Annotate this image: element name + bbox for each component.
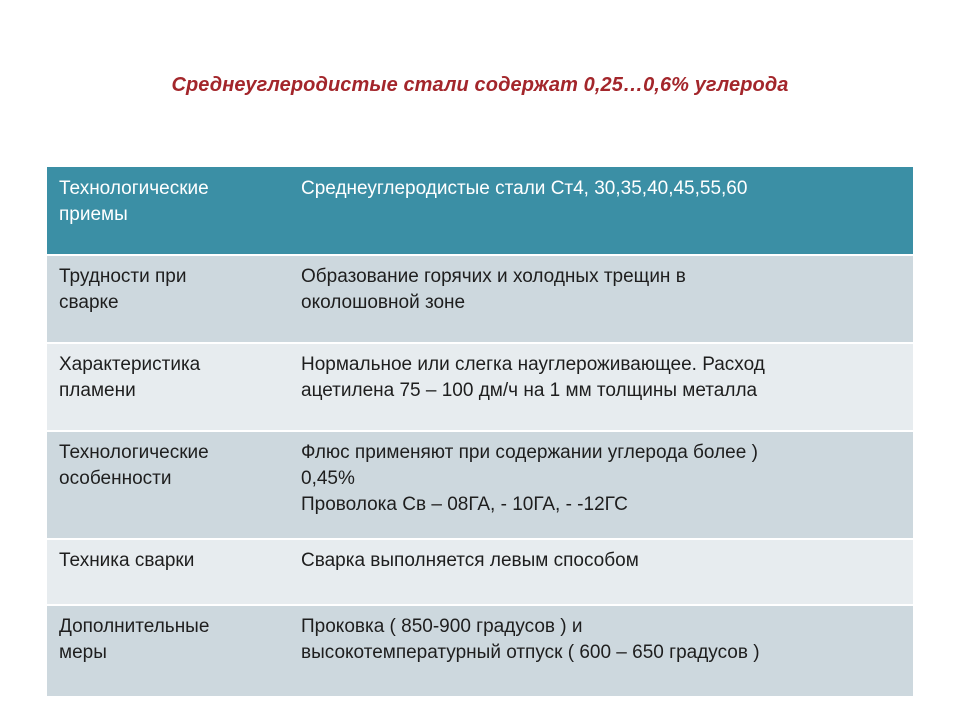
row-label-cell (47, 432, 291, 538)
header-col1-line: приемы (59, 204, 128, 225)
row-value-line: 0,45% (301, 468, 355, 489)
row-value-line: околошовной зоне (301, 292, 466, 313)
row-label-line: особенности (59, 468, 172, 489)
header-col1-line: Технологические (59, 178, 209, 199)
row-value-cell (291, 256, 913, 342)
row-value-cell (291, 540, 913, 604)
row-label-line: пламени (59, 380, 136, 401)
table-row (47, 540, 913, 606)
row-value-line: Проковка ( 850-900 градусов ) и (301, 616, 583, 637)
row-value-cell (291, 432, 913, 538)
slide-title: Среднеуглеродистые стали содержат 0,25…0,6% углерода (171, 74, 789, 96)
row-value-line: Нормальное или слегка науглероживающее. Расход (301, 354, 765, 375)
row-label-cell (47, 344, 291, 430)
row-value-cell (291, 606, 913, 696)
table-row (47, 344, 913, 432)
row-label-cell (47, 606, 291, 696)
header-cell-techniques (47, 167, 291, 254)
table-header-row (47, 167, 913, 256)
row-value-line: Проволока Св – 08ГА, - 10ГА, - -12ГС (301, 494, 628, 515)
row-label-line: Техника сварки (59, 550, 195, 571)
table-row (47, 432, 913, 540)
table-row (47, 256, 913, 344)
header-col2-line: Среднеуглеродистые стали Ст4, 30,35,40,45,55,60 (301, 178, 748, 199)
table-row (47, 606, 913, 696)
properties-table (47, 167, 913, 696)
row-value-line: высокотемпературный отпуск ( 600 – 650 градусов ) (301, 642, 760, 663)
row-label-line: сварке (59, 292, 119, 313)
row-value-line: ацетилена 75 – 100 дм/ч на 1 мм толщины металла (301, 380, 758, 401)
row-label-line: Характеристика (59, 354, 201, 375)
row-value-cell (291, 344, 913, 430)
row-value-line: Сварка выполняется левым способом (301, 550, 639, 571)
row-label-cell (47, 540, 291, 604)
row-label-line: Дополнительные (59, 616, 210, 637)
row-label-cell (47, 256, 291, 342)
row-value-line: Образование горячих и холодных трещин в (301, 266, 686, 287)
row-label-line: меры (59, 642, 107, 663)
header-cell-steel-grades (291, 167, 913, 254)
row-label-line: Трудности при (59, 266, 187, 287)
row-value-line: Флюс применяют при содержании углерода более ) (301, 442, 758, 463)
row-label-line: Технологические (59, 442, 209, 463)
